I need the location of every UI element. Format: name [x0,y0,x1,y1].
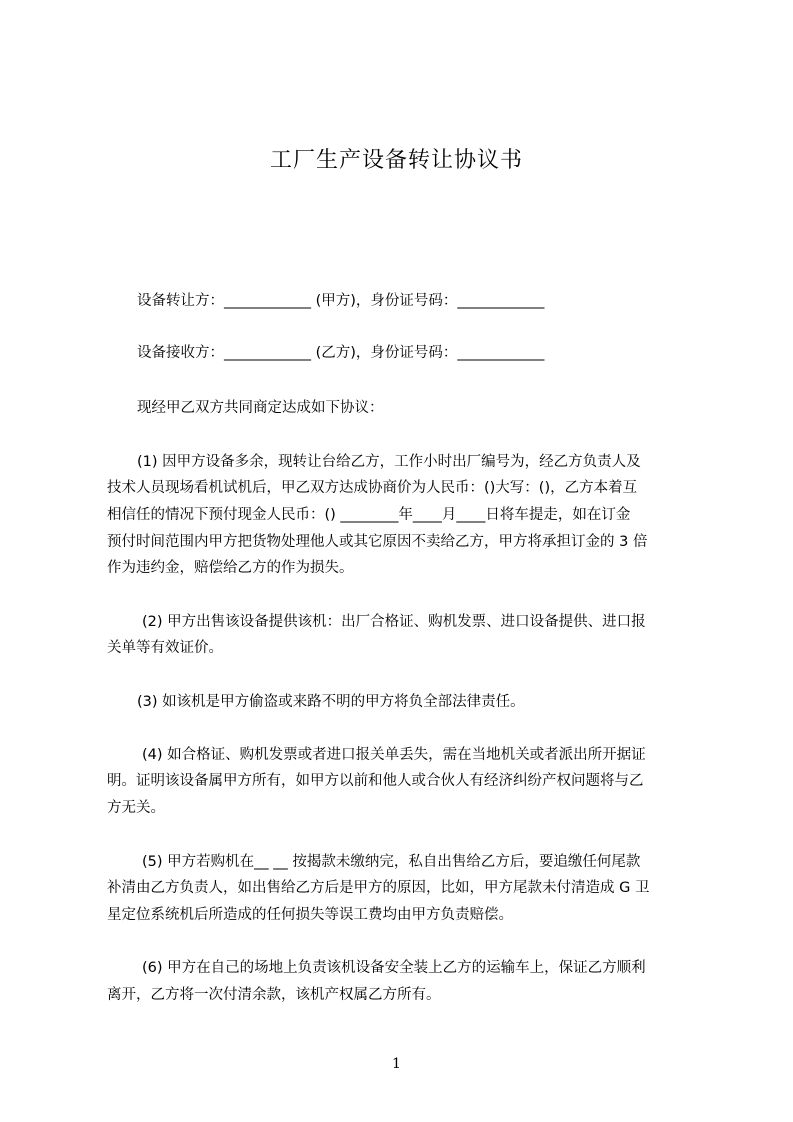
clause-4-line-2: 明。证明该设备属甲方所有，如甲方以前和他人或合伙人有经济纠纷产权问题将与乙 [107,773,644,789]
clause-1-line-1: (1) 因甲方设备多余，现转让台给乙方，工作小时出厂编号为，经乙方负责人及 [137,454,641,470]
clause-1-line-4: 预付时间范围内甲方把货物处理他人或其它原因不卖给乙方，甲方将承担订金的 3 倍 [107,534,648,550]
clause-1-line-3: 相信任的情况下预付现金人民币：() ________年____月____日将车提走，如在订金 [107,507,631,523]
clause-6-line-2: 离开，乙方将一次付清余款，该机产权属乙方所有。 [107,987,441,1003]
clause-1-line-2: 技术人员现场看机试机后，甲乙双方达成协商价为人民币：()大写：()，乙方本着互 [107,480,638,496]
clause-3-line-1: (3) 如该机是甲方偷盗或来路不明的甲方将负全部法律责任。 [137,694,525,710]
clause-4-line-1: (4) 如合格证、购机发票或者进口报关单丢失，需在当地机关或者派出所开据证 [142,747,646,763]
document-title: 工厂生产设备转让协议书 [269,148,523,173]
clause-5-line-1: (5) 甲方若购机在__ __ 按揭款未缴纳完，私自出售给乙方后，要追缴任何尾款 [142,854,641,870]
intro-text: 现经甲乙双方共同商定达成如下协议： [137,400,384,416]
clause-5-line-3: 星定位系统机后所造成的任何损失等误工费均由甲方负责赔偿。 [107,907,513,923]
clause-1-line-5: 作为违约金，赔偿给乙方的作为损失。 [107,560,354,576]
transferor-line: 设备转让方：____________ (甲方)，身份证号码：____________ [137,293,545,309]
clause-6-line-1: (6) 甲方在自己的场地上负责该机设备安全装上乙方的运输车上，保证乙方顺利 [142,960,646,976]
clause-2-line-1: (2) 甲方出售该设备提供该机：出厂合格证、购机发票、进口设备提供、进口报 [142,614,646,630]
clause-4-line-3: 方无关。 [107,800,165,816]
transferee-line: 设备接收方：____________ (乙方)，身份证号码：____________ [137,345,545,361]
page-number: 1 [392,1056,401,1072]
clause-2-line-2: 关单等有效证价。 [107,640,223,656]
clause-5-line-2: 补清由乙方负责人，如出售给乙方后是甲方的原因，比如，甲方尾款未付清造成 G 卫 [107,880,650,896]
